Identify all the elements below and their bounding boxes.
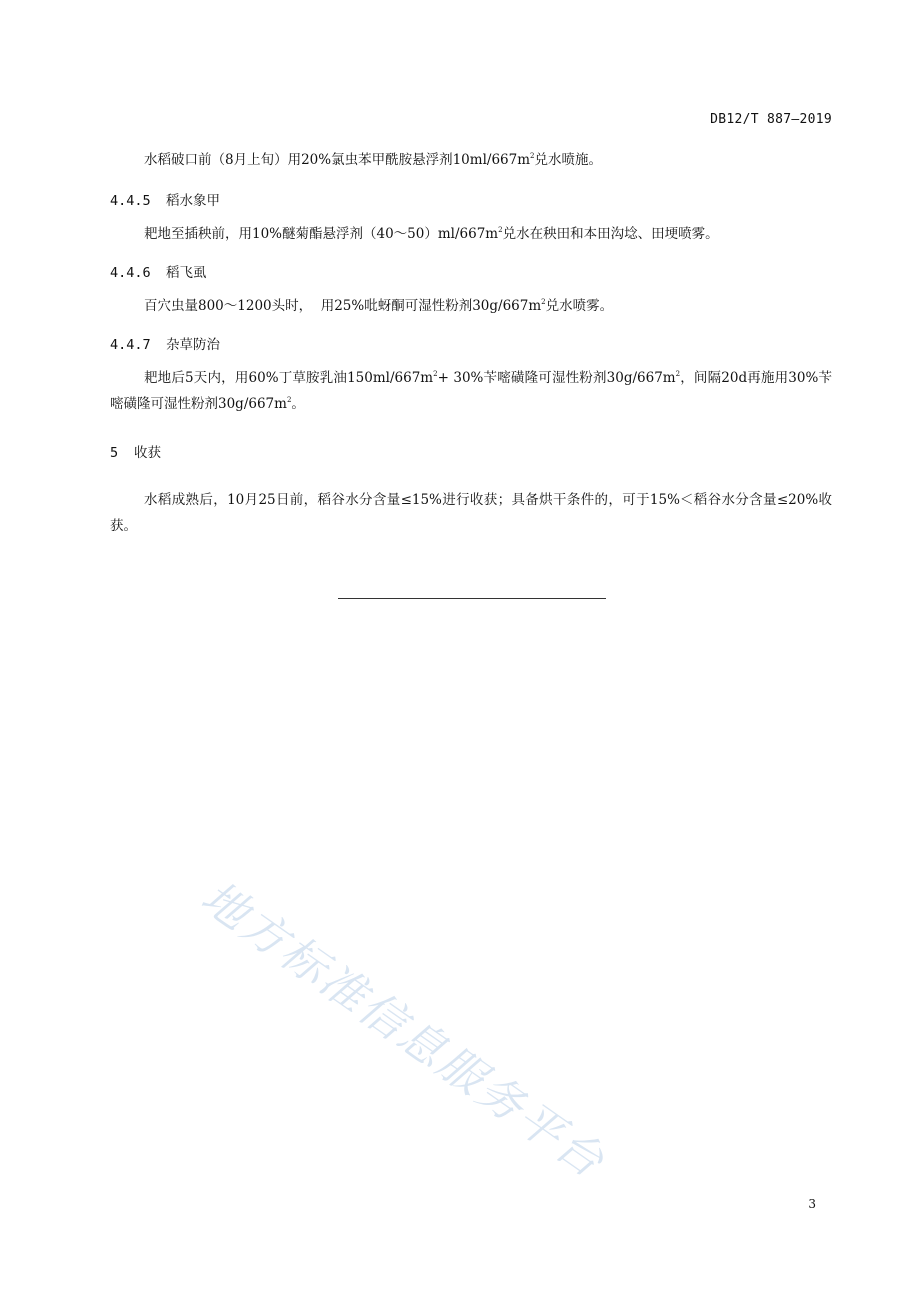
paragraph-text: 兑水在秧田和本田沟埝、田埂喷雾。 bbox=[502, 226, 719, 242]
paragraph-text: 耙地至插秧前，用10%醚菊酯悬浮剂（40～50）ml/667m bbox=[144, 226, 499, 242]
section-title: 稻飞虱 bbox=[166, 265, 207, 281]
paragraph-text: 百穴虫量800～1200头时， 用25%吡蚜酮可湿性粉剂30g/667m bbox=[144, 298, 542, 314]
section-number: 4.4.5 bbox=[110, 193, 151, 209]
section-heading-4-4-6 bbox=[110, 261, 207, 281]
paragraph-water-weevil bbox=[110, 221, 832, 247]
paragraph-text: 水稻破口前（8月上旬）用20%氯虫苯甲酰胺悬浮剂10ml/667m bbox=[144, 152, 531, 168]
superscript: 2 bbox=[541, 298, 546, 306]
section-title: 杂草防治 bbox=[166, 337, 220, 353]
paragraph-text: + 30%苄嘧磺隆可湿性粉剂30g/667m bbox=[437, 370, 676, 386]
paragraph-planthopper bbox=[110, 293, 832, 319]
section-heading-4-4-7 bbox=[110, 333, 220, 353]
paragraph-harvest: 水稻成熟后，10月25日前，稻谷水分含量≤15%进行收获；具备烘干条件的，可于15%＜稻谷水分含量≤20%收获。 bbox=[110, 492, 832, 534]
paragraph-text: 兑水喷雾。 bbox=[545, 298, 614, 314]
section-heading-5 bbox=[110, 441, 161, 461]
paragraph-text: 兑水喷施。 bbox=[534, 152, 602, 168]
section-number: 4.4.6 bbox=[110, 265, 151, 281]
section-number: 4.4.7 bbox=[110, 337, 151, 353]
section-number: 5 bbox=[110, 445, 119, 461]
page-number: 3 bbox=[808, 1197, 816, 1211]
end-of-document-rule bbox=[338, 598, 606, 599]
standard-code: DB12/T 887—2019 bbox=[710, 112, 832, 127]
watermark: 地方标准信息服务平台 bbox=[191, 870, 616, 1189]
superscript: 2 bbox=[433, 370, 438, 378]
paragraph-weed-control bbox=[110, 365, 832, 417]
paragraph-text: ，间隔20d再施用30%苄嘧磺隆可湿性粉剂30g/667m bbox=[110, 370, 832, 412]
paragraph-rice-heading-treatment bbox=[110, 147, 832, 173]
superscript: 2 bbox=[498, 226, 503, 234]
section-title: 收获 bbox=[134, 445, 161, 461]
paragraph-text: 耙地后5天内，用60%丁草胺乳油150ml/667m bbox=[144, 370, 434, 386]
superscript: 2 bbox=[675, 370, 681, 378]
superscript: 2 bbox=[286, 396, 292, 404]
section-title: 稻水象甲 bbox=[166, 193, 220, 209]
paragraph-text: 。 bbox=[291, 396, 305, 412]
section-heading-4-4-5 bbox=[110, 189, 220, 209]
superscript: 2 bbox=[530, 152, 535, 160]
